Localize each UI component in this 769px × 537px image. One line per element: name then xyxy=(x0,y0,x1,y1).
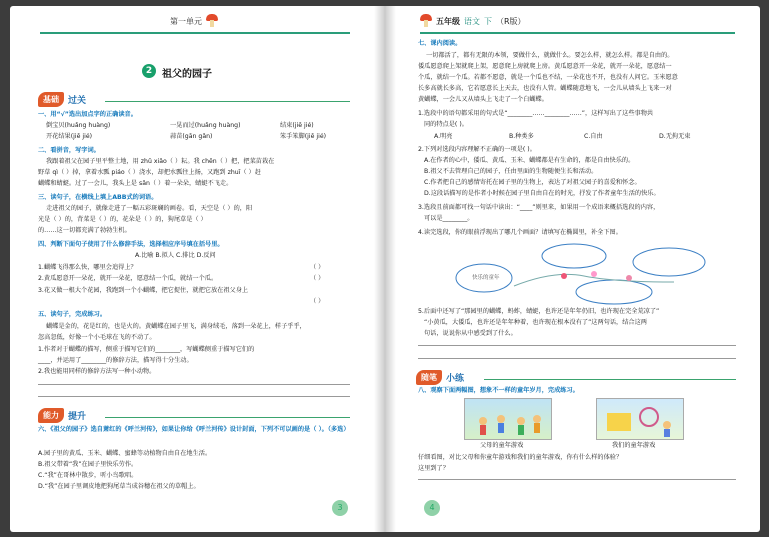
q4-heading: 四、判断下面句子使用了什么修辞手法，选择相应序号填在括号里。 xyxy=(38,241,224,248)
caption-ours: 我们的童年游戏 xyxy=(612,442,656,449)
q4-options: A.比喻 B.拟人 C.排比 D.反问 xyxy=(135,252,216,259)
q4-answer-2[interactable]: （ ） xyxy=(310,275,325,282)
r5-question-3: 句话，说说你从中感受到了什么。 xyxy=(424,330,517,337)
q2-heading: 二、看拼音，写字词。 xyxy=(38,147,100,154)
badge-rule xyxy=(484,379,736,380)
q5-task-1: 1.作者对于蝴蝶的描写，侧重于描写它们的________，写蝴蝶侧重于描写它们的 xyxy=(38,346,255,353)
q1-item-3: 结束(jiē jié) xyxy=(280,122,314,129)
left-header xyxy=(170,14,218,28)
q5-heading: 五、读句子，完成练习。 xyxy=(38,311,107,318)
r1-option-c: C.自由 xyxy=(584,133,603,140)
q6-option-a: A.园子里的黄瓜、玉米、蝴蝶、蜜蜂等动植物自由自在地生活。 xyxy=(38,450,212,457)
q4-answer-3[interactable]: （ ） xyxy=(310,298,325,305)
q4-sentence-1: 1.蝴蝶飞得那么快，哪里会追得上？ xyxy=(38,264,137,271)
q5-passage-2: 忽高忽低，好像一个小毛球在飞的不动了。 xyxy=(38,334,156,341)
r5-question-2: “小黄瓜，大倭瓜，也许还是年年种着，也许现在根本没有了”这两句话，结合这两 xyxy=(424,319,647,326)
badge-rule xyxy=(105,417,350,418)
right-header-term: 下 xyxy=(484,16,492,26)
q5-task-2: 2.我也能用同样的修辞方法写一种小动物。 xyxy=(38,368,156,375)
caption-parents: 父母的童年游戏 xyxy=(480,442,524,449)
ability-badge xyxy=(38,408,86,423)
q5-task-1b: ____，并运用了________的修辞方法，描写得十分生动。 xyxy=(38,357,193,364)
mushroom-icon xyxy=(206,14,218,28)
q1-item-2: 一晃而过(huǎng huàng) xyxy=(170,122,241,129)
q1-item-6: 笨手笨脚(jiē jié) xyxy=(280,133,327,140)
passage-line-5: 黄蝴蝶，一会儿又从墙头上飞走了一个白蝴蝶。 xyxy=(418,96,548,103)
q3-line-3: 的……这一切都充满了勃勃生机。 xyxy=(38,227,131,234)
left-header-title: 第一单元 xyxy=(170,16,202,26)
q2-line-3: 蝴蝶和蜻蜓。过了一会儿，我头上是 sǎn（ ）着一朵朵，蜻蜓不飞走。 xyxy=(38,180,233,187)
basic-badge xyxy=(38,92,86,107)
answer-line[interactable] xyxy=(38,396,350,397)
q3-heading: 三、读句子，在横线上填上ABB式的词语。 xyxy=(38,194,158,201)
passage-line-2: 倭瓜愿意爬上架就爬上架，愿意爬上房就爬上房。黄瓜愿意开一朵花，就开一朵花，愿意结一 xyxy=(418,63,672,70)
q3-line-1: 走进祖父的园子，就像走进了一幅五彩斑斓的画卷。看，天空是（ ）的，阳 xyxy=(46,205,253,212)
r3-question: 3.选段且前面都可找一句话中读出：“____”则里来，如果用一个成语来概括选段的内容， xyxy=(418,204,660,211)
r1-option-a: A.明亮 xyxy=(434,133,453,140)
mind-map-oval[interactable] xyxy=(633,248,705,276)
mind-map-center-label: 快乐的童年 xyxy=(472,275,500,281)
mind-map-oval[interactable] xyxy=(542,244,606,268)
q6-option-b: B.祖父带着“我”在园子里快乐劳作。 xyxy=(38,461,138,468)
q1-item-5: 蒜苗(gān gǎn) xyxy=(170,133,213,140)
essay-badge-label: 随笔 xyxy=(416,370,442,385)
page-number: 4 xyxy=(424,500,440,516)
q8-prompt-b: 这里到了？ xyxy=(418,465,449,472)
parents-game-picture xyxy=(464,398,552,440)
q6-heading: 六、《祖父的园子》选自萧红的《呼兰河传》，如果让你给《呼兰河传》设计封面，下列不可以画的是（ ）。（多选） xyxy=(38,426,350,433)
passage-line-4: 长多高就长多高，它若愿意长上天去，也没有人管。蝴蝶随意地飞，一会儿从墙头上飞来一对 xyxy=(418,85,672,92)
r2-option-c: C.作者把自己的感情寄托在园子里的生物上，表达了对祖父园子的喜爱和怀念。 xyxy=(424,179,641,186)
q8-prompt: 仔细看图，对比父母和你童年游戏和我们的童年游戏，你有什么样的体验？ xyxy=(418,454,623,461)
ability-badge-suffix: 提升 xyxy=(68,412,87,422)
badge-rule xyxy=(105,101,350,102)
q2-line-2: 野草 qì（ ）掉，拿着水瓢 piáo（ ）浇水，却把水瓢往上扬，又跑到 zhuī（ ）赶 xyxy=(38,169,261,176)
right-header-grade: 五年级 xyxy=(436,16,460,26)
r2-option-b: B.祖父不去管理自己的园子，任由里面的生物随便生长和活动。 xyxy=(424,168,598,175)
page-number: 3 xyxy=(332,500,348,516)
flower-icon xyxy=(561,273,567,279)
q6-option-c: C.“我”在哥林中散步，听小鸟歌唱。 xyxy=(38,472,138,479)
left-page xyxy=(10,6,384,532)
q8-heading: 八、观察下面两幅图，想象不一样的童年岁月，完成练习。 xyxy=(418,387,579,394)
r1-option-d: D.无拘无束 xyxy=(659,133,691,140)
right-header-edition: （R版） xyxy=(496,16,526,26)
q1-item-4: 开花结果(jiē jié) xyxy=(46,133,93,140)
q2-line-1: 我跟着祖父在园子里平整土地，用 zhǔ xiǎo（ ）耘。我 chēn（ ）把，把菜苗栽在 xyxy=(46,158,275,165)
ability-badge-label: 能力 xyxy=(38,408,64,423)
right-page xyxy=(384,6,760,532)
lesson-number: 2 xyxy=(142,64,156,78)
q1-item-1: 倒宝贝(huǎng huàng) xyxy=(46,122,111,129)
q5-passage-1: 蝴蝶是金的，花是红的，也是火的。黄蝴蝶在园子里飞，满身绒毛，落到一朵花上，样子乎乎， xyxy=(46,323,306,330)
q6-option-d: D.“我”在园子里调皮地把狗尾草当成谷穗在祖父的草帽上。 xyxy=(38,483,200,490)
r2-question: 2.下列对选段内容理解不正确的一项是( )。 xyxy=(418,146,536,153)
answer-line[interactable] xyxy=(418,479,736,480)
r4-question: 4.读完选段，你的眼前浮现出了哪几个画面？请填写在椭圆里，补全下图。 xyxy=(418,229,622,236)
right-header-subject: 语文 xyxy=(464,16,480,26)
mind-map-oval[interactable] xyxy=(576,280,652,304)
our-game-picture xyxy=(596,398,684,440)
right-header xyxy=(420,14,526,28)
basic-badge-suffix: 过关 xyxy=(68,96,87,106)
basic-badge-label: 基础 xyxy=(38,92,64,107)
r1-option-b: B.种类多 xyxy=(509,133,534,140)
answer-line[interactable] xyxy=(38,384,350,385)
lesson-title: 祖父的园子 xyxy=(162,69,212,80)
q4-answer-1[interactable]: （ ） xyxy=(310,264,325,271)
answer-line[interactable] xyxy=(418,358,736,359)
essay-badge xyxy=(416,370,464,385)
essay-badge-suffix: 小练 xyxy=(446,374,465,384)
mushroom-icon xyxy=(420,14,432,28)
r1-question: 1.选段中的语句都采用的句式是“________……________……”，这样写出了这些事物共 xyxy=(418,110,654,117)
flower-icon xyxy=(591,271,597,277)
right-header-rule xyxy=(420,32,735,34)
q1-heading: 一、用“√”选出加点字的正确读音。 xyxy=(38,111,137,118)
passage-line-1: 一切都活了，都有无限的本领，要做什么，就做什么。要怎么样，就怎么样。都是自由的。 xyxy=(426,52,674,59)
q4-sentence-2: 2.黄瓜愿意开一朵花，就开一朵花，愿意结一个瓜，就结一个瓜。 xyxy=(38,275,218,282)
r1-question-b: 同的特点是( )。 xyxy=(424,121,468,128)
r5-question-1: 5.后面中还写了“那园里的蝴蝶，蚂蚱，蜻蜓，也许还是年年仍旧，也许现在完全荒凉了” xyxy=(418,308,660,315)
r2-option-d: D.这段话描写的是作者小时候在园子里自由自在的时光，抒发了作者童年生活的快乐。 xyxy=(424,190,660,197)
q3-line-2: 光是（ ）的，背菜是（ ）的，花朵是（ ）的，狗尾草是（ ） xyxy=(38,216,207,223)
r2-option-a: A.在作者的心中，倭瓜、黄瓜、玉米、蝴蝶都是有生命的，都是自由快乐的。 xyxy=(424,157,635,164)
flower-icon xyxy=(626,275,632,281)
q7-heading: 七、课内阅读。 xyxy=(418,40,462,47)
left-header-rule xyxy=(40,32,350,34)
q4-sentence-3: 3.花又做一根大个花园，我跑到一个小蝴蝶，把它捉住，就把它放在祖父身上 xyxy=(38,287,249,294)
passage-line-3: 个瓜，就结一个瓜。若都不愿意，就是一个瓜也不结，一朵花也不开，也没有人问它。玉米愿意 xyxy=(418,74,678,81)
answer-line[interactable] xyxy=(418,345,736,346)
r3-question-b: 可以是________。 xyxy=(424,215,474,222)
